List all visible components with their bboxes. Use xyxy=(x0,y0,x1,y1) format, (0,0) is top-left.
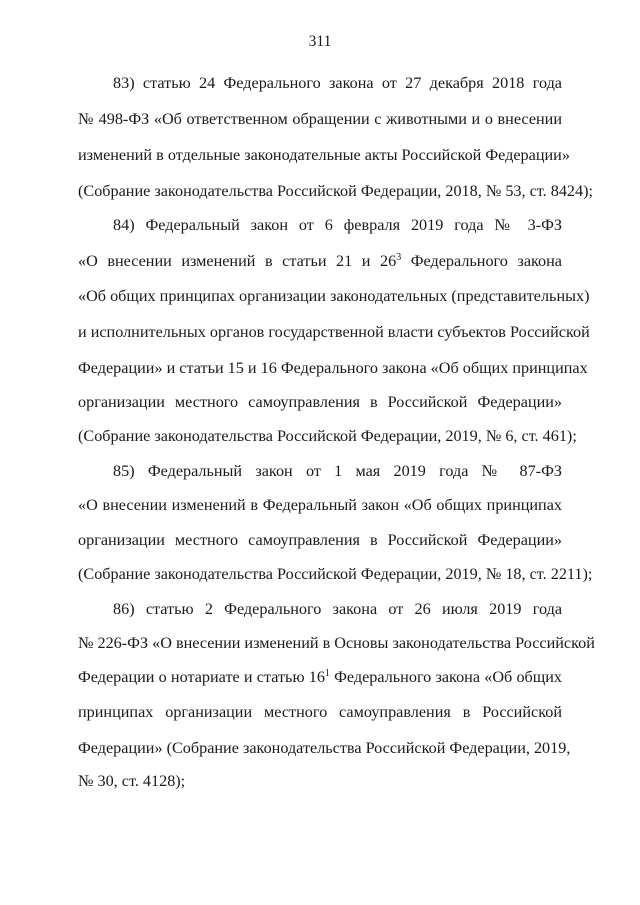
item-83-line-3: изменений в отдельные законодательные акты Российской Федерации» xyxy=(78,146,570,164)
item-85-line-3: организации местного самоуправления в Российской Федерации» xyxy=(78,531,562,549)
item-84-line-6: организации местного самоуправления в Российской Федерации» xyxy=(78,393,562,411)
item-text: Федеральный закон от 6 февраля 2019 года № 3-ФЗ xyxy=(145,216,563,234)
item-84-line-2 xyxy=(78,251,562,271)
item-text: статью 2 Федерального закона от 26 июля 2019 года xyxy=(145,600,562,618)
item-number: 85) xyxy=(113,462,135,480)
item-85-line-2: «О внесении изменений в Федеральный закон «Об общих принципах xyxy=(78,496,562,514)
item-text: Федерального закона xyxy=(410,252,562,270)
item-86-line-4: принципах организации местного самоуправления в Российской xyxy=(78,703,562,721)
item-text: статью 24 Федерального закона от 27 декабря 2018 года xyxy=(142,74,562,92)
item-text: Федеральный закон от 1 мая 2019 года № 87-ФЗ xyxy=(147,462,562,480)
item-86-line-1 xyxy=(113,599,562,619)
item-text xyxy=(78,252,401,270)
item-84-line-3: «Об общих принципах организации законодательных (представительных) xyxy=(78,287,590,305)
item-85-line-4: (Собрание законодательства Российской Федерации, 2019, № 18, ст. 2211); xyxy=(78,565,593,583)
item-86-line-5: Федерации» (Собрание законодательства Российской Федерации, 2019, xyxy=(78,739,571,757)
item-86-line-6: № 30, ст. 4128); xyxy=(78,772,186,790)
superscript: 3 xyxy=(396,252,402,263)
item-number: 86) xyxy=(113,600,135,618)
page-number: 311 xyxy=(308,33,332,50)
item-text-part: «О внесении изменений в статьи 21 и 26 xyxy=(78,252,397,270)
item-83-line-2: № 498-ФЗ «Об ответственном обращении с животными и о внесении xyxy=(78,110,562,128)
item-86-line-2: № 226-ФЗ «О внесении изменений в Основы законодательства Российской xyxy=(78,634,595,652)
item-text: Федерального закона «Об общих xyxy=(334,668,562,686)
item-number: 84) xyxy=(113,216,135,234)
item-84-line-5: Федерации» и статьи 15 и 16 Федерального закона «Об общих принципах xyxy=(78,359,588,377)
item-text xyxy=(78,668,330,686)
item-84-line-7: (Собрание законодательства Российской Федерации, 2019, № 6, ст. 461); xyxy=(78,427,577,445)
item-86-line-3 xyxy=(78,667,562,687)
item-83-line-1 xyxy=(113,73,562,93)
item-85-line-1 xyxy=(113,461,562,481)
item-text-part: Федерации о нотариате и статью 16 xyxy=(78,668,325,686)
item-83-line-4: (Собрание законодательства Российской Федерации, 2018, № 53, ст. 8424); xyxy=(78,182,594,200)
item-84-line-1 xyxy=(113,215,562,235)
item-84-line-4: и исполнительных органов государственной власти субъектов Российской xyxy=(78,323,590,341)
superscript: 1 xyxy=(324,668,330,679)
item-number: 83) xyxy=(113,74,135,92)
